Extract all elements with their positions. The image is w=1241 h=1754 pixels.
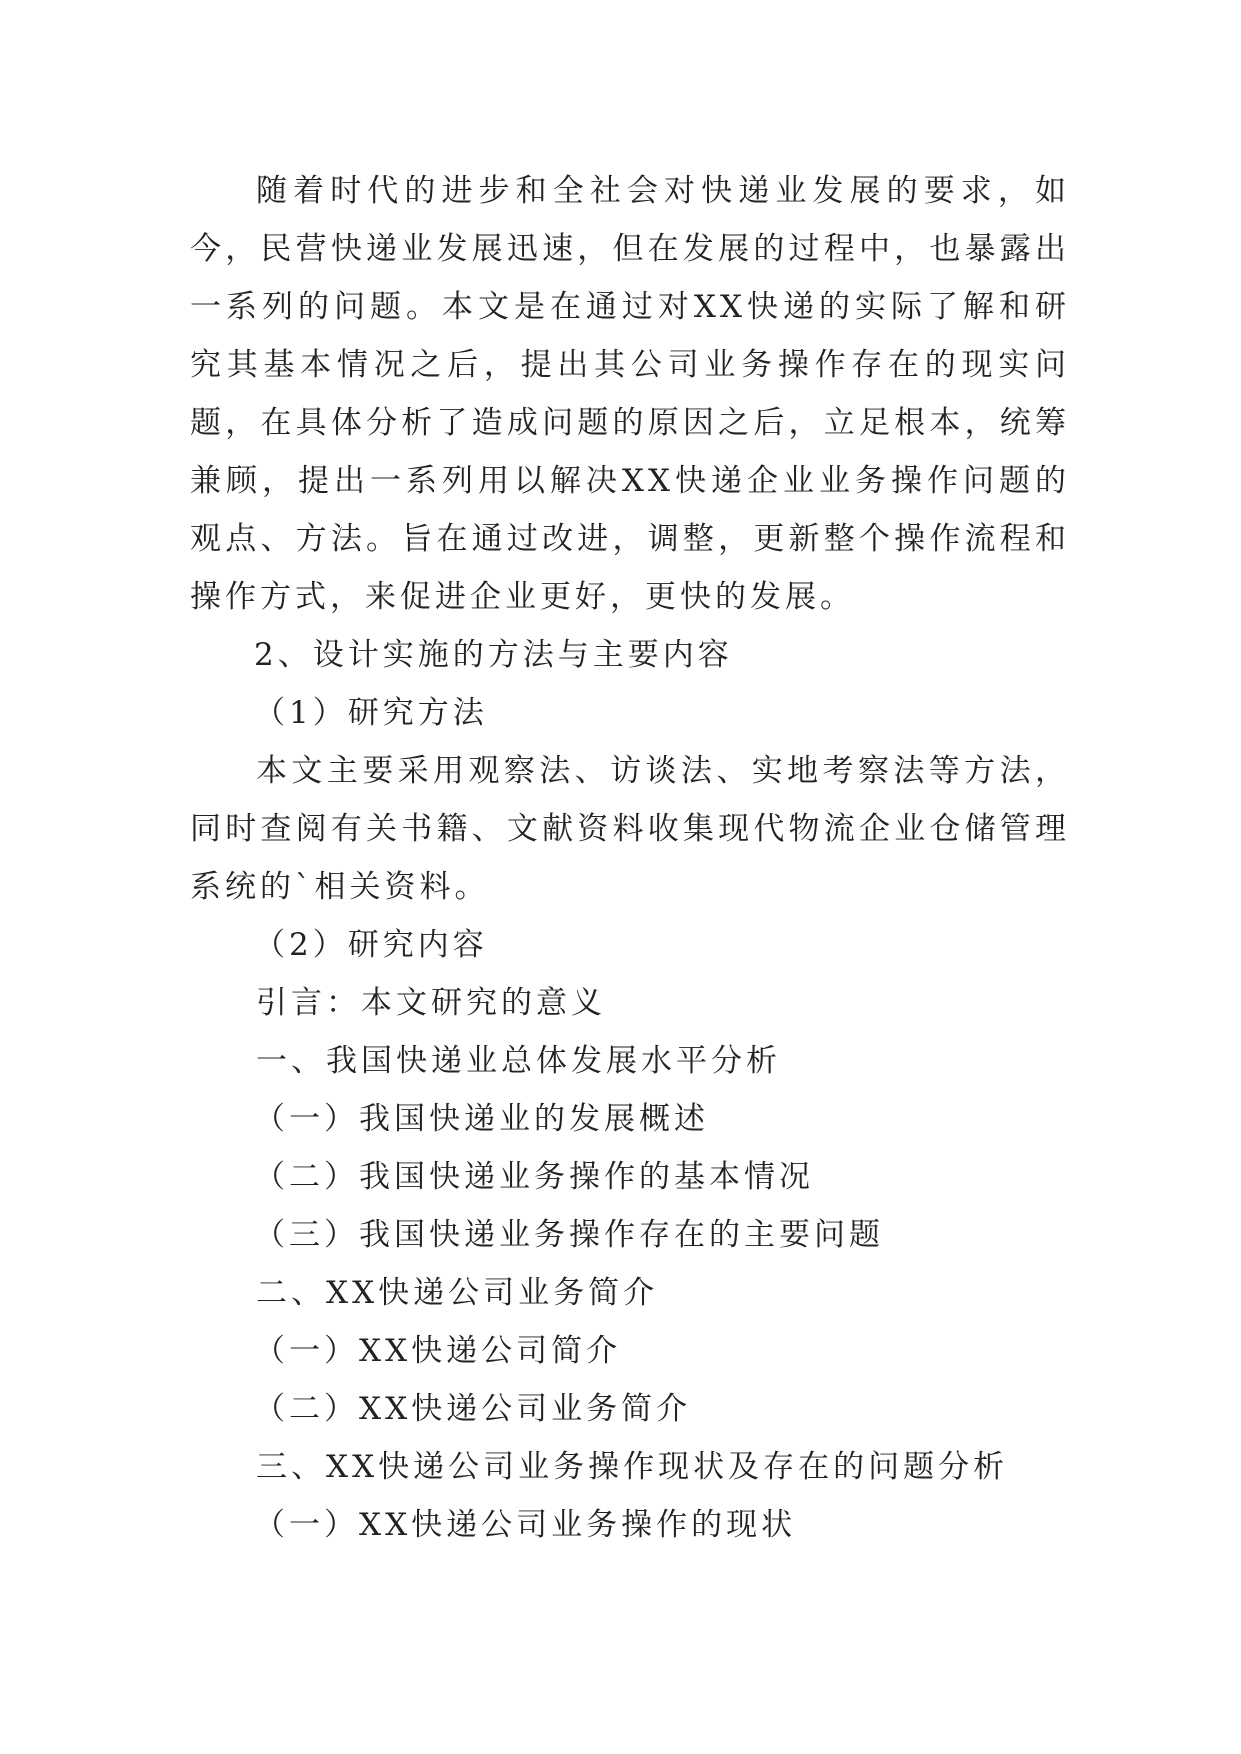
- method-paragraph: 本文主要采用观察法、访谈法、实地考察法等方法，同时查阅有关书籍、文献资料收集现代物流企业仓储管理系统的`相关资料。: [190, 753, 1070, 905]
- method-heading: （1）研究方法: [254, 695, 488, 731]
- outline-item-3-1: （一）XX快递公司业务操作的现状: [254, 1507, 797, 1543]
- content-heading: （2）研究内容: [254, 927, 488, 963]
- section-2-heading: 2、设计实施的方法与主要内容: [254, 637, 733, 673]
- outline-item-chapter-1: 一、我国快递业总体发展水平分析: [256, 1043, 781, 1079]
- outline-item-1-2: （二）我国快递业务操作的基本情况: [254, 1159, 814, 1195]
- outline-item-1-1: （一）我国快递业的发展概述: [254, 1101, 709, 1137]
- document-body: [190, 162, 1070, 1554]
- outline-item-chapter-3: 三、XX快递公司业务操作现状及存在的问题分析: [256, 1449, 1009, 1485]
- outline-item-chapter-2: 二、XX快递公司业务简介: [256, 1275, 659, 1311]
- outline-item-2-2: （二）XX快递公司业务简介: [254, 1391, 692, 1427]
- outline-item-intro: 引言：本文研究的意义: [256, 985, 606, 1021]
- outline-item-2-1: （一）XX快递公司简介: [254, 1333, 622, 1369]
- outline-item-1-3: （三）我国快递业务操作存在的主要问题: [254, 1217, 884, 1253]
- intro-paragraph: 随着时代的进步和全社会对快递业发展的要求，如今，民营快递业发展迅速，但在发展的过程中，也暴露出一系列的问题。本文是在通过对XX快递的实际了解和研究其基本情况之后，提出其公司业务操作存在的现实问题，在具体分析了造成问题的原因之后，立足根本，统筹兼顾，提出一系列用以解决XX快递企业业务操作问题的观点、方法。旨在通过改进，调整，更新整个操作流程和操作方式，来促进企业更好，更快的发展。: [190, 173, 1070, 615]
